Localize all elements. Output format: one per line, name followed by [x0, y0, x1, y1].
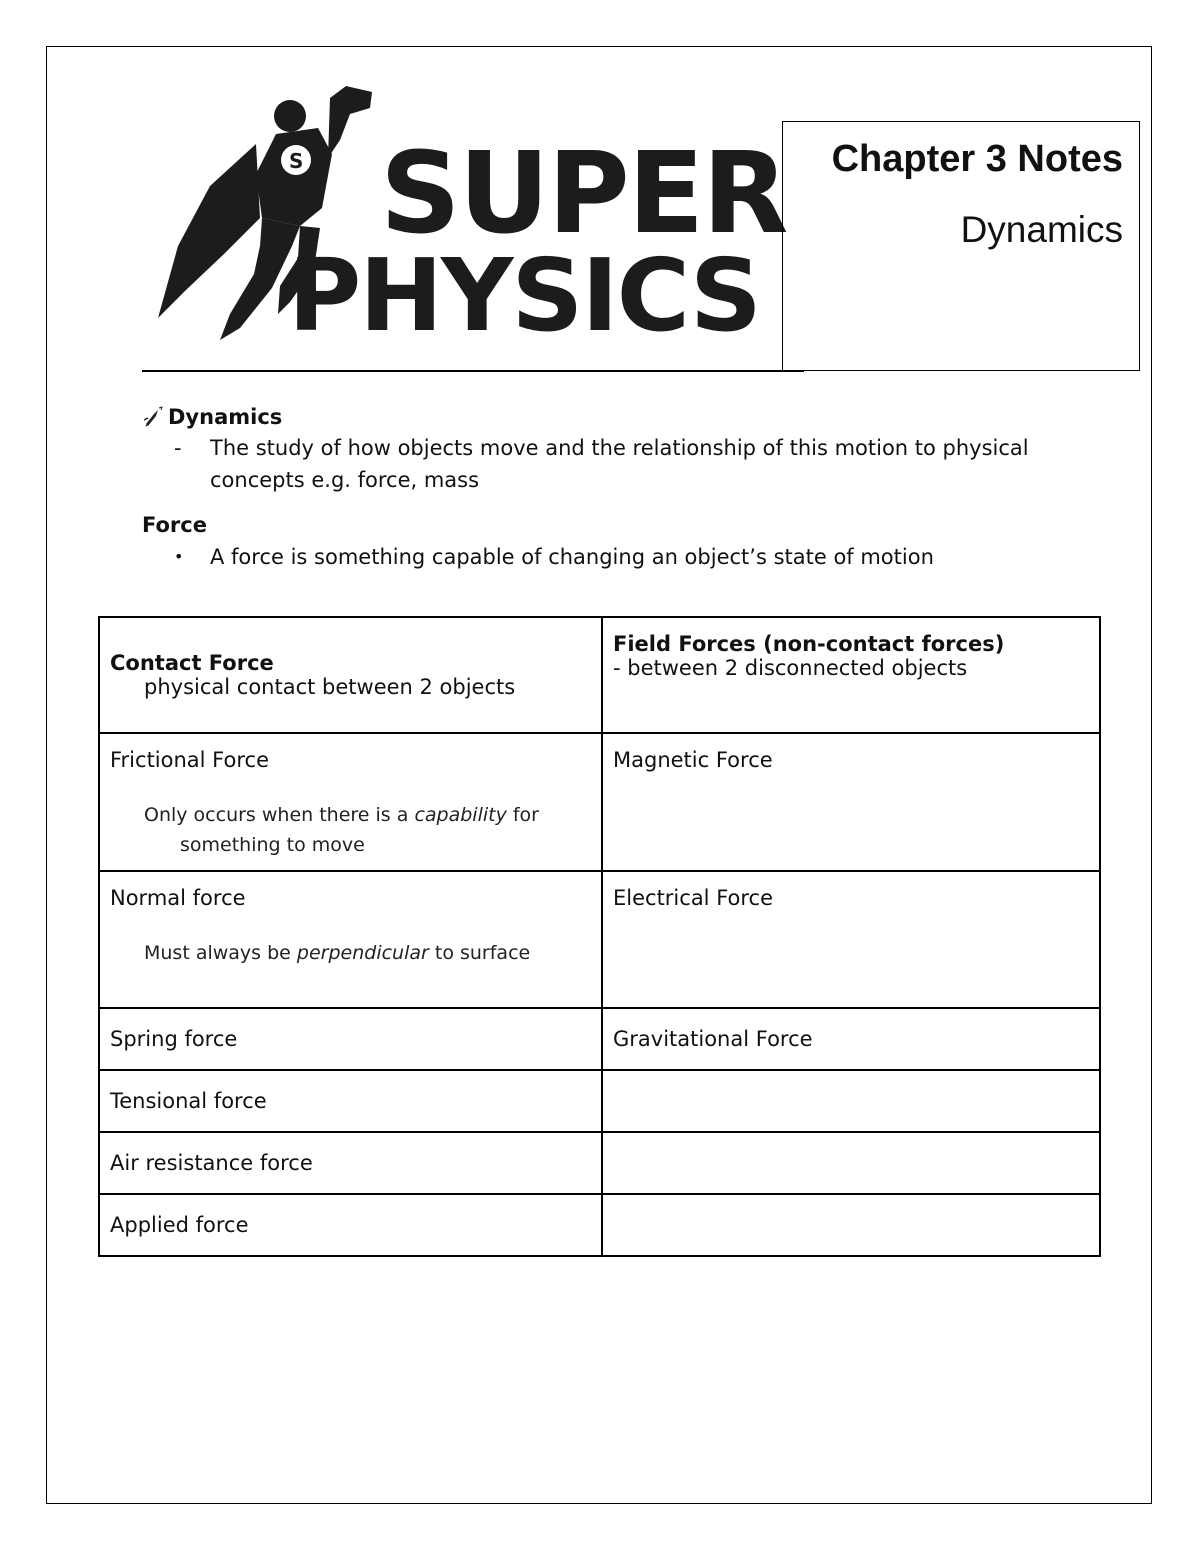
dash-marker: - — [174, 436, 182, 460]
chapter-title: Chapter 3 Notes — [831, 138, 1123, 180]
electrical-force-label: Electrical Force — [613, 886, 774, 910]
magnetic-force-label: Magnetic Force — [613, 748, 773, 772]
note-text: for — [506, 804, 539, 826]
note-text: Must always be — [144, 942, 297, 964]
note-text: something to move — [180, 834, 365, 856]
frictional-force-note — [110, 800, 591, 860]
normal-force-note — [110, 938, 591, 968]
rocket-icon — [142, 406, 164, 428]
contact-force-subtitle: physical contact between 2 objects — [144, 675, 516, 699]
notes-section — [142, 402, 1082, 574]
field-forces-subtitle: - between 2 disconnected objects — [613, 656, 968, 680]
brand-line-2: PHYSICS — [288, 237, 760, 354]
chapter-subtitle: Dynamics — [960, 209, 1123, 250]
dynamics-heading: Dynamics — [168, 405, 283, 429]
contact-force-header — [99, 617, 602, 733]
spring-force-label: Spring force — [99, 1008, 602, 1070]
table-row — [99, 1132, 1100, 1194]
table-row — [99, 1008, 1100, 1070]
contact-force-title: Contact Force — [110, 651, 274, 675]
table-row — [99, 1194, 1100, 1256]
forces-table — [98, 616, 1101, 1257]
force-definition-item — [174, 540, 1082, 574]
air-resistance-force-label: Air resistance force — [99, 1132, 602, 1194]
empty-cell — [602, 1132, 1100, 1194]
brand-line-1: SUPER — [380, 129, 787, 259]
chapter-box — [782, 121, 1140, 371]
table-cell — [602, 733, 1100, 871]
field-forces-header — [602, 617, 1100, 733]
table-cell — [99, 871, 602, 1008]
note-emphasis: perpendicular — [296, 942, 429, 964]
empty-cell — [602, 1194, 1100, 1256]
frictional-force-label: Frictional Force — [110, 748, 269, 772]
applied-force-label: Applied force — [99, 1194, 602, 1256]
table-row — [99, 871, 1100, 1008]
dynamics-heading-row — [142, 402, 1082, 432]
table-header-row — [99, 617, 1100, 733]
note-text: Only occurs when there is a — [144, 804, 415, 826]
header-rule — [142, 370, 804, 372]
normal-force-label: Normal force — [110, 886, 246, 910]
dynamics-definition: The study of how objects move and the relationship of this motion to physical concepts e.g. force, mass — [210, 436, 1029, 492]
empty-cell — [602, 1070, 1100, 1132]
table-row — [99, 733, 1100, 871]
tensional-force-label: Tensional force — [99, 1070, 602, 1132]
note-text: to surface — [428, 942, 531, 964]
gravitational-force-label: Gravitational Force — [602, 1008, 1100, 1070]
svg-text:S: S — [289, 149, 304, 173]
field-forces-title: Field Forces (non-contact forces) — [613, 632, 1005, 656]
force-heading: Force — [142, 513, 207, 537]
table-cell — [99, 733, 602, 871]
table-row — [99, 1070, 1100, 1132]
dynamics-definition-item — [174, 432, 1082, 496]
note-emphasis: capability — [414, 804, 507, 826]
force-definition: A force is something capable of changing an object’s state of motion — [210, 545, 934, 569]
table-cell — [602, 871, 1100, 1008]
bullet-marker: • — [174, 547, 184, 566]
